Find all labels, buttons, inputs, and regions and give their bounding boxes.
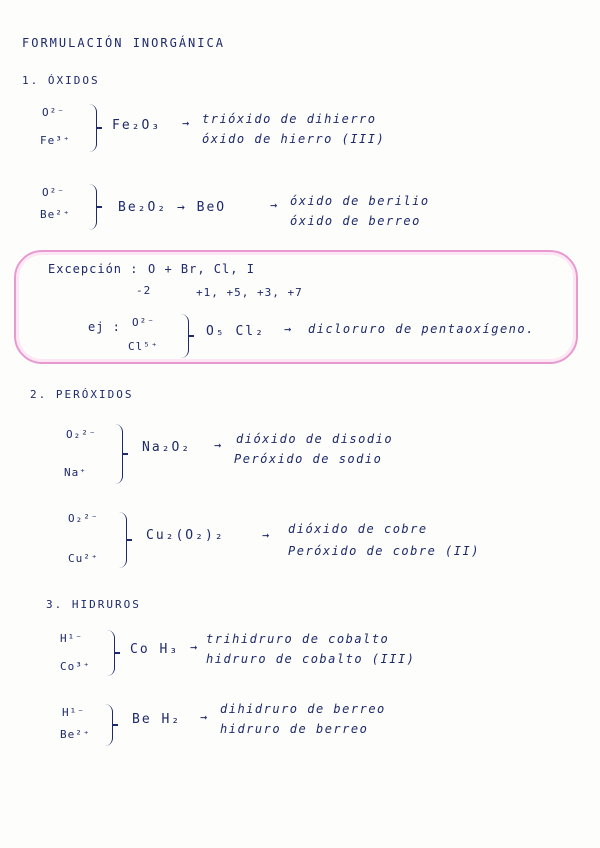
cation: Na⁺ [64, 466, 87, 479]
arrow-icon: → [270, 198, 279, 212]
anion: O²⁻ [132, 316, 155, 329]
example-label: ej : [88, 320, 121, 334]
cation: Co³⁺ [60, 660, 91, 673]
anion: O₂²⁻ [68, 512, 99, 525]
grouping-brace [104, 630, 115, 676]
section-heading-oxides: 1. ÓXIDOS [22, 74, 100, 87]
systematic-name: trihidruro de cobalto [206, 632, 390, 646]
arrow-icon: → [190, 640, 199, 654]
cation: Cu²⁺ [68, 552, 99, 565]
arrow-icon: → [182, 116, 191, 130]
compound-name: dicloruro de pentaoxígeno. [308, 322, 535, 336]
section-heading-peroxides: 2. PERÓXIDOS [30, 388, 134, 401]
grouping-brace [112, 424, 123, 484]
formula: Fe₂O₃ [112, 118, 162, 133]
arrow-icon: → [262, 528, 271, 542]
traditional-name: Peróxido de cobre (II) [288, 544, 480, 558]
formula: Co H₃ [130, 642, 180, 657]
cation: Cl⁵⁺ [128, 340, 159, 353]
halogen-charges: +1, +5, +3, +7 [196, 286, 303, 299]
grouping-brace [116, 512, 127, 568]
formula: O₅ Cl₂ [206, 324, 265, 339]
traditional-name: Peróxido de sodio [234, 452, 383, 466]
exception-label: Excepción : [48, 262, 139, 276]
cation: Be²⁺ [40, 208, 71, 221]
systematic-name: óxido de berilio [290, 194, 430, 208]
section-heading-hydrides: 3. HIDRUROS [46, 598, 141, 611]
traditional-name: hidruro de berreo [220, 722, 369, 736]
stock-name: hidruro de cobalto (III) [206, 652, 416, 666]
systematic-name: dióxido de cobre [288, 522, 428, 536]
anion: H¹⁻ [60, 632, 83, 645]
arrow-icon: → [200, 710, 209, 724]
page-title: FORMULACIÓN INORGÁNICA [22, 36, 225, 50]
formula: Cu₂(O₂)₂ [146, 528, 225, 543]
stock-name: óxido de berreo [290, 214, 421, 228]
systematic-name: dióxido de disodio [236, 432, 394, 446]
anion: O²⁻ [42, 106, 65, 119]
systematic-name: trióxido de dihierro [202, 112, 377, 126]
oxygen-charge: -2 [136, 284, 152, 297]
anion: O²⁻ [42, 186, 65, 199]
anion: O₂²⁻ [66, 428, 97, 441]
systematic-name: dihidruro de berreo [220, 702, 386, 716]
arrow-icon: → [214, 438, 223, 452]
grouping-brace [86, 184, 97, 230]
formula: Be₂O₂ → BeO [118, 200, 227, 215]
cation: Fe³⁺ [40, 134, 71, 147]
arrow-icon: → [284, 322, 293, 336]
stock-name: óxido de hierro (III) [202, 132, 386, 146]
anion: H¹⁻ [62, 706, 85, 719]
grouping-brace [86, 104, 97, 152]
cation: Be²⁺ [60, 728, 91, 741]
formula: Be H₂ [132, 712, 182, 727]
grouping-brace [178, 314, 189, 358]
grouping-brace [102, 704, 113, 746]
formula: Na₂O₂ [142, 440, 192, 455]
exception-rule: O + Br, Cl, I [148, 262, 255, 276]
